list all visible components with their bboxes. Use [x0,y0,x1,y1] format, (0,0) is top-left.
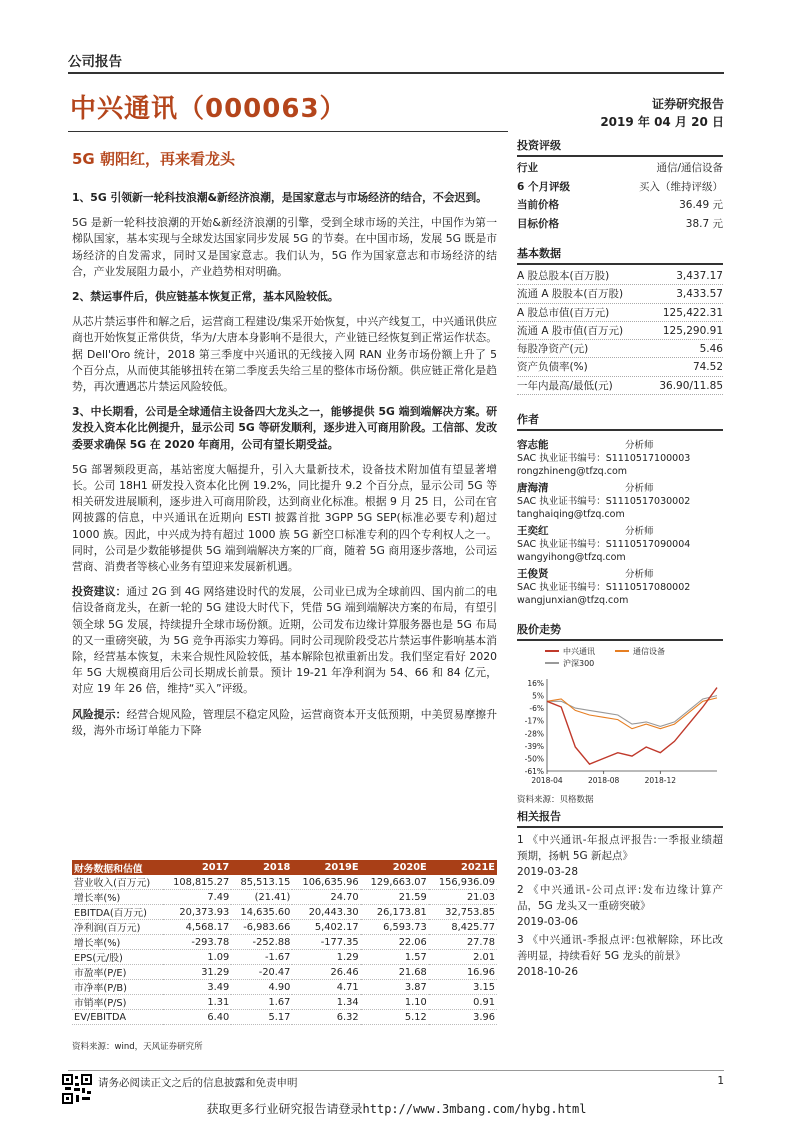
financial-cell: 净利润(百万元) [72,920,163,935]
basic-data-value: 3,437.17 [676,270,723,282]
x-tick-label: 2018-08 [587,776,620,785]
rating-row [517,196,723,215]
basic-data-key: 一年内最高/最低(元) [517,379,613,392]
rating-row [517,178,723,197]
risk-warning-label: 风险提示： [72,707,127,721]
financial-cell: 1.67 [231,995,292,1010]
financial-cell: (21.41) [231,890,292,905]
basic-data-value: 5.46 [699,343,723,356]
financial-cell: 129,663.07 [361,875,429,890]
basic-data-value: 125,290.91 [662,324,723,337]
author-name: 唐海清 [517,482,549,494]
financial-cell: 22.06 [361,935,429,950]
financial-cell: 6,593.73 [361,920,429,935]
header-divider [68,72,724,74]
financial-cell: 3.49 [163,980,231,995]
financial-cell: 市销率(P/S) [72,995,163,1010]
report-date: 2019 年 04 月 20 日 [600,115,724,129]
basic-data-panel [517,245,723,395]
paragraph-2: 从芯片禁运事件和解之后，运营商工程建设/集采开始恢复，中兴产线复工，中兴通讯供应商也开始恢复正常供货，华为/大唐本身影响不是很大，产业链已经恢复到正常运作状态。据 Dell'Oro 统计，2018 第三季度中兴通讯的无线接入网 RAN 业务市场份额上升了 5 个百分点，从而使其能够扭转在第二季度丢失给三星的整体市场份额。供应链正常化是趋势，再次遭遇芯片禁运风险较低。 [72,315,497,394]
financial-table-header [72,860,497,875]
financial-cell: -177.35 [292,935,360,950]
financial-header-cell: 2019E [292,860,360,875]
financial-cell: 1.29 [292,950,360,965]
price-chart-title: 股价走势 [517,621,723,641]
financial-header-cell: 2017 [163,860,231,875]
main-body [72,190,497,748]
financial-cell: 85,513.15 [231,875,292,890]
author-email[interactable]: wangjunxian@tfzq.com [517,595,629,606]
author-name: 王奕红 [517,525,549,537]
financial-cell: 3.96 [429,1010,497,1025]
related-report-item[interactable] [517,832,723,880]
y-tick-label: -6% [529,704,544,714]
financial-header-cell: 2018 [231,860,292,875]
financial-cell: 5.12 [361,1010,429,1025]
author-sac: SAC 执业证书编号：S1110517080002 [517,582,691,593]
financial-cell: EBITDA(百万元) [72,905,163,920]
investment-advice-text: 通过 2G 到 4G 网络建设时代的发展，公司业已成为全球前四、国内前二的电信设备商龙头，在新一轮的 5G 建设大时代下，凭借 5G 端到端解决方案的布局，有望引领全球 5G 发展，持续提升全球市场份额。近期，公司发布边缘计算服务器也是 5G 布局的又一重磅突破，为 5G 竞争再添实力筹码。同时公司现阶段受芯片禁运事件影响基本消除，经营基本恢复，未来合规性风险较低，基本解除包袱重新出发。我们坚定看好 2020 年 5G 大规模商用后公司长期成长前景。预计 19-21 年净利润为 54、66 和 84 亿元，对应 19 年 26 倍，维持“买入”评级。 [72,585,498,696]
financial-cell: -1.67 [231,950,292,965]
financial-cell: 1.31 [163,995,231,1010]
report-type: 证券研究报告 [651,97,724,111]
rating-value: 36.49 元 [679,199,723,211]
financial-cell: 31.29 [163,965,231,980]
related-reports-panel [517,808,723,980]
author-entry [517,439,723,478]
related-report-title[interactable]: 3 《中兴通讯-季报点评:包袱解除，环比改善明显，持续看好 5G 龙头的前景》 [517,934,723,962]
price-chart-source: 资料来源：贝格数据 [517,795,594,805]
financial-header-cell: 2021E [429,860,497,875]
y-tick-label: 5% [532,691,544,701]
rating-title: 投资评级 [517,137,723,157]
financial-cell: 4,568.17 [163,920,231,935]
rating-value: 买入（维持评级） [639,180,723,193]
financial-cell: EPS(元/股) [72,950,163,965]
financial-cell: 增长率(%) [72,890,163,905]
rating-key: 行业 [517,162,538,174]
financial-row [72,935,497,950]
price-chart-panel [517,621,723,805]
author-role: 分析师 [625,569,654,580]
financial-cell: 1.57 [361,950,429,965]
author-name: 容志能 [517,439,549,451]
financial-source: 资料来源：wind，天风证券研究所 [72,1042,203,1052]
financial-cell: 156,936.09 [429,875,497,890]
rating-key: 6 个月评级 [517,180,570,193]
disclaimer: 请务必阅读正文之后的信息披露和免责申明 [98,1077,298,1089]
financial-cell: EV/EBITDA [72,1010,163,1025]
related-report-item[interactable] [517,882,723,930]
authors-title: 作者 [517,411,723,431]
financial-cell: 27.78 [429,935,497,950]
financial-cell: 5.17 [231,1010,292,1025]
investment-advice [72,584,497,697]
price-chart [517,643,723,788]
basic-data-row [517,340,723,358]
paragraph-1: 5G 是新一轮科技浪潮的开始&新经济浪潮的引擎，受到全球市场的关注，中国作为第一梯队国家，基本实现与全球发达国家同步发展 5G 的节奏。在中国市场，发展 5G 既是市场经济的自发需求，同时又是国家意志。我们认为，5G 作为国家意志和市场经济的结合，产业发展阻力最小，产业趋势相对明确。 [72,216,497,278]
financial-cell: 21.03 [429,890,497,905]
financial-cell: 3.15 [429,980,497,995]
y-tick-label: -28% [524,729,544,739]
author-sac: SAC 执业证书编号：S1110517100003 [517,453,691,464]
financial-row [72,920,497,935]
basic-data-row [517,322,723,340]
financial-cell: 增长率(%) [72,935,163,950]
financial-cell: 20,443.30 [292,905,360,920]
y-tick-label: -61% [524,767,544,776]
financial-cell: 3.87 [361,980,429,995]
financial-cell: 14,635.60 [231,905,292,920]
basic-data-value: 36.90/11.85 [659,379,723,392]
financial-row [72,980,497,995]
financial-cell: 106,635.96 [292,875,360,890]
y-tick-label: -17% [524,716,544,726]
legend-label: 沪深300 [563,659,595,668]
series-line-0 [547,688,717,765]
y-tick-label: -50% [524,754,544,764]
basic-data-row [517,377,723,395]
author-name: 王俊贤 [517,568,549,580]
rating-value: 通信/通信设备 [656,162,723,174]
section-heading-1: 1、5G 引领新一轮科技浪潮&新经济浪潮，是国家意志与市场经济的结合，不会迟到。 [72,191,487,204]
author-sac: SAC 执业证书编号：S1110517030002 [517,496,691,507]
financial-cell: 市盈率(P/E) [72,965,163,980]
financial-cell: -20.47 [231,965,292,980]
financial-cell: 6.32 [292,1010,360,1025]
financial-cell: 32,753.85 [429,905,497,920]
financial-cell: 4.71 [292,980,360,995]
financial-row [72,995,497,1010]
footer-divider [68,1070,724,1071]
financial-cell: 108,815.27 [163,875,231,890]
author-entry [517,568,723,607]
basic-data-row [517,358,723,376]
financial-row [72,1010,497,1025]
financial-cell: 0.91 [429,995,497,1010]
financial-header-cell: 2020E [361,860,429,875]
report-category: 公司报告 [68,54,122,70]
basic-data-key: A 股总股本(百万股) [517,270,610,282]
basic-data-row [517,285,723,303]
related-report-date: 2019-03-28 [517,866,579,878]
financial-cell: 营业收入(百万元) [72,875,163,890]
section-heading-2: 2、禁运事件后，供应链基本恢复正常，基本风险较低。 [72,290,339,304]
basic-data-row [517,304,723,322]
author-email[interactable]: rongzhineng@tfzq.com [517,466,628,477]
basic-data-key: 流通 A 股市值(百万元) [517,324,624,337]
basic-data-value: 74.52 [692,361,723,374]
author-email[interactable]: wangyihong@tfzq.com [517,552,626,563]
financial-cell: 24.70 [292,890,360,905]
related-report-title[interactable]: 2 《中兴通讯-公司点评:发布边缘计算产品，5G 龙头又一重磅突破》 [517,884,723,912]
financial-cell: 26,173.81 [361,905,429,920]
financial-cell: 1.09 [163,950,231,965]
financial-cell: 16.96 [429,965,497,980]
financial-cell: 1.10 [361,995,429,1010]
report-subtitle: 5G 朝阳红，再来看龙头 [72,150,235,168]
title-divider [68,131,508,132]
author-email[interactable]: tanghaiqing@tfzq.com [517,509,625,520]
author-role: 分析师 [625,483,654,494]
financial-cell: 26.46 [292,965,360,980]
legend-label: 通信设备 [633,647,665,656]
financial-cell: 20,373.93 [163,905,231,920]
financial-cell: 1.34 [292,995,360,1010]
financial-row [72,890,497,905]
financial-cell: 21.68 [361,965,429,980]
basic-data-key: 资产负债率(%) [517,361,588,374]
financial-cell: 8,425.77 [429,920,497,935]
risk-warning-text: 经营合规风险，管理层不稳定风险，运营商资本开支低预期，中美贸易摩擦升级，海外市场订单能力下降 [72,707,497,737]
investment-advice-label: 投资建议： [72,585,127,599]
financial-cell: 7.49 [163,890,231,905]
bottom-link[interactable]: 获取更多行业研究报告请登录http://www.3mbang.com/hybg.html [206,1102,587,1116]
x-tick-label: 2018-04 [531,776,563,785]
financial-cell: 2.01 [429,950,497,965]
financial-cell: 市净率(P/B) [72,980,163,995]
rating-key: 当前价格 [517,199,559,211]
financial-cell: 4.90 [231,980,292,995]
rating-row [517,159,723,178]
related-report-title[interactable]: 1 《中兴通讯-年报点评报告:一季报业绩超预期，扬帆 5G 新起点》 [517,834,723,862]
author-sac: SAC 执业证书编号：S1110517090004 [517,539,691,550]
basic-data-key: 每股净资产(元) [517,343,589,356]
related-report-date: 2018-10-26 [517,966,579,978]
financial-header-cell: 财务数据和估值 [72,860,163,875]
financial-row [72,950,497,965]
financial-table [72,860,497,1025]
author-role: 分析师 [625,526,654,537]
rating-panel [517,137,723,233]
author-entry [517,482,723,521]
basic-data-row [517,267,723,285]
page-number: 1 [717,1075,724,1087]
related-report-date: 2019-03-06 [517,916,579,928]
page-title: 中兴通讯（000063） [70,94,347,124]
financial-cell: 6.40 [163,1010,231,1025]
financial-cell: 21.59 [361,890,429,905]
financial-row [72,875,497,890]
related-report-item[interactable] [517,932,723,980]
y-tick-label: 16% [527,679,544,688]
rating-key: 目标价格 [517,217,559,230]
financial-cell: 5,402.17 [292,920,360,935]
author-entry [517,525,723,564]
legend-label: 中兴通讯 [563,647,595,656]
rating-row [517,215,723,234]
financial-cell: -252.88 [231,935,292,950]
financial-cell: -6,983.66 [231,920,292,935]
basic-data-value: 125,422.31 [662,306,723,319]
basic-data-key: A 股总市值(百万元) [517,306,610,319]
y-tick-label: -39% [524,741,544,751]
section-heading-3: 3、中长期看，公司是全球通信主设备四大龙头之一，能够提供 5G 端到端解决方案。研发投入资本化比例提升，显示公司 5G 等研发顺利，逐步进入可商用阶段。工信部、发改委要求确保 5G 在 2020 年商用，公司有望长期受益。 [72,405,497,451]
x-tick-label: 2018-12 [644,776,677,785]
rating-value: 38.7 元 [685,217,723,230]
risk-warning [72,707,497,739]
basic-data-value: 3,433.57 [676,288,723,301]
paragraph-3: 5G 部署频段更高，基站密度大幅提升，引入大量新技术，设备技术附加值有望显著增长。公司 18H1 研发投入资本化比例 19.2%，同比提升 9.2 个百分点，显示公司 5G 等相关研发进展顺利，逐步进入可商用阶段，达到商业化标准。根据 9 月 25 日，公司在官网披露的信息，中兴通讯在近期向 ESTI 披露首批 3GPP 5G SEP(标准必要专利)超过 1000 族。因此，中兴成为持有超过 1000 族 5G 新空口标准专利的四个专利权人之一。同时，公司是少数能够提供 5G 端到端解决方案的厂商，随着 5G 商用逐步落地，公司运营商、消费者等核心业务有望迎来发展新机遇。 [72,462,497,574]
financial-row [72,965,497,980]
authors-panel [517,411,723,607]
author-role: 分析师 [625,440,654,451]
basic-data-title: 基本数据 [517,245,723,265]
basic-data-key: 流通 A 股股本(百万股) [517,288,624,301]
financial-row [72,905,497,920]
related-title: 相关报告 [517,808,723,828]
financial-cell: -293.78 [163,935,231,950]
